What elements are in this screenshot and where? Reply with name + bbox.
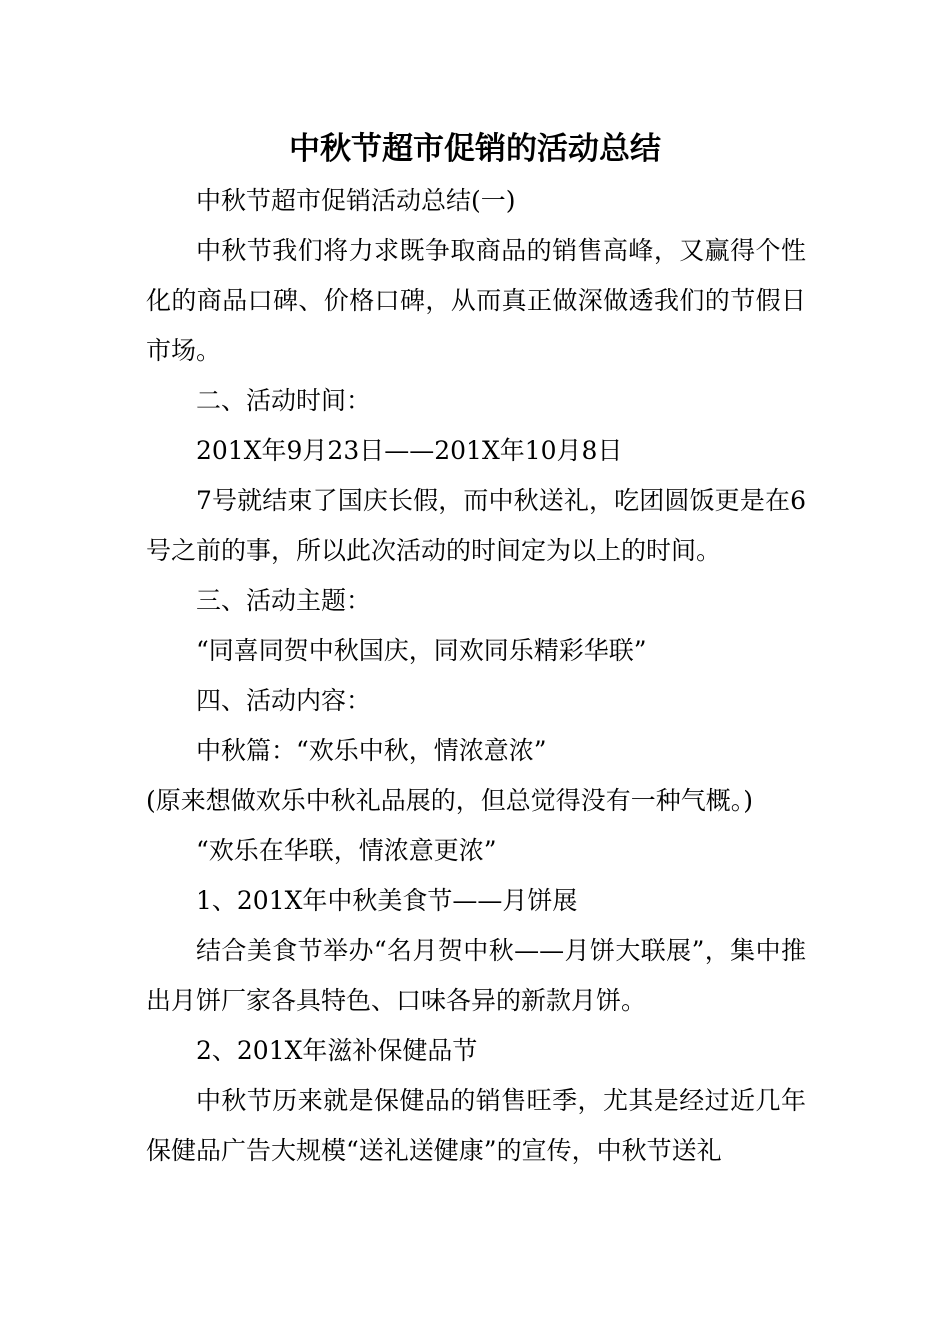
paragraph: 201X年9月23日——201X年10月8日 xyxy=(196,436,623,465)
paragraph: 中秋篇：“欢乐中秋，情浓意浓” xyxy=(196,736,547,765)
paragraph: 二、活动时间： xyxy=(196,386,372,415)
document-body xyxy=(146,176,806,1176)
paragraph: 结合美食节举办“名月贺中秋——月饼大联展”，集中推出月饼厂家各具特色、口味各异的新款月饼。 xyxy=(146,936,806,1015)
paragraph: 四、活动内容： xyxy=(196,686,372,715)
paragraph: 中秋节历来就是保健品的销售旺季，尤其是经过近几年保健品广告大规模“送礼送健康”的宣传，中秋节送礼 xyxy=(146,1086,806,1165)
paragraph: 2、201X年滋补保健品节 xyxy=(196,1036,478,1065)
paragraph: “同喜同贺中秋国庆，同欢同乐精彩华联” xyxy=(196,636,647,665)
paragraph: (原来想做欢乐中秋礼品展的，但总觉得没有一种气概。) xyxy=(146,786,754,815)
paragraph: 中秋节我们将力求既争取商品的销售高峰，又赢得个性化的商品口碑、价格口碑，从而真正做深做透我们的节假日市场。 xyxy=(146,236,806,365)
document-title: 中秋节超市促销的活动总结 xyxy=(289,131,661,167)
paragraph: 7号就结束了国庆长假，而中秋送礼，吃团圆饭更是在6号之前的事，所以此次活动的时间定为以上的时间。 xyxy=(146,486,806,565)
paragraph: 1、201X年中秋美食节——月饼展 xyxy=(196,886,578,915)
paragraph: “欢乐在华联，情浓意更浓” xyxy=(196,836,497,865)
paragraph: 三、活动主题： xyxy=(196,586,372,615)
paragraph: 中秋节超市促销活动总结(一) xyxy=(196,186,516,215)
